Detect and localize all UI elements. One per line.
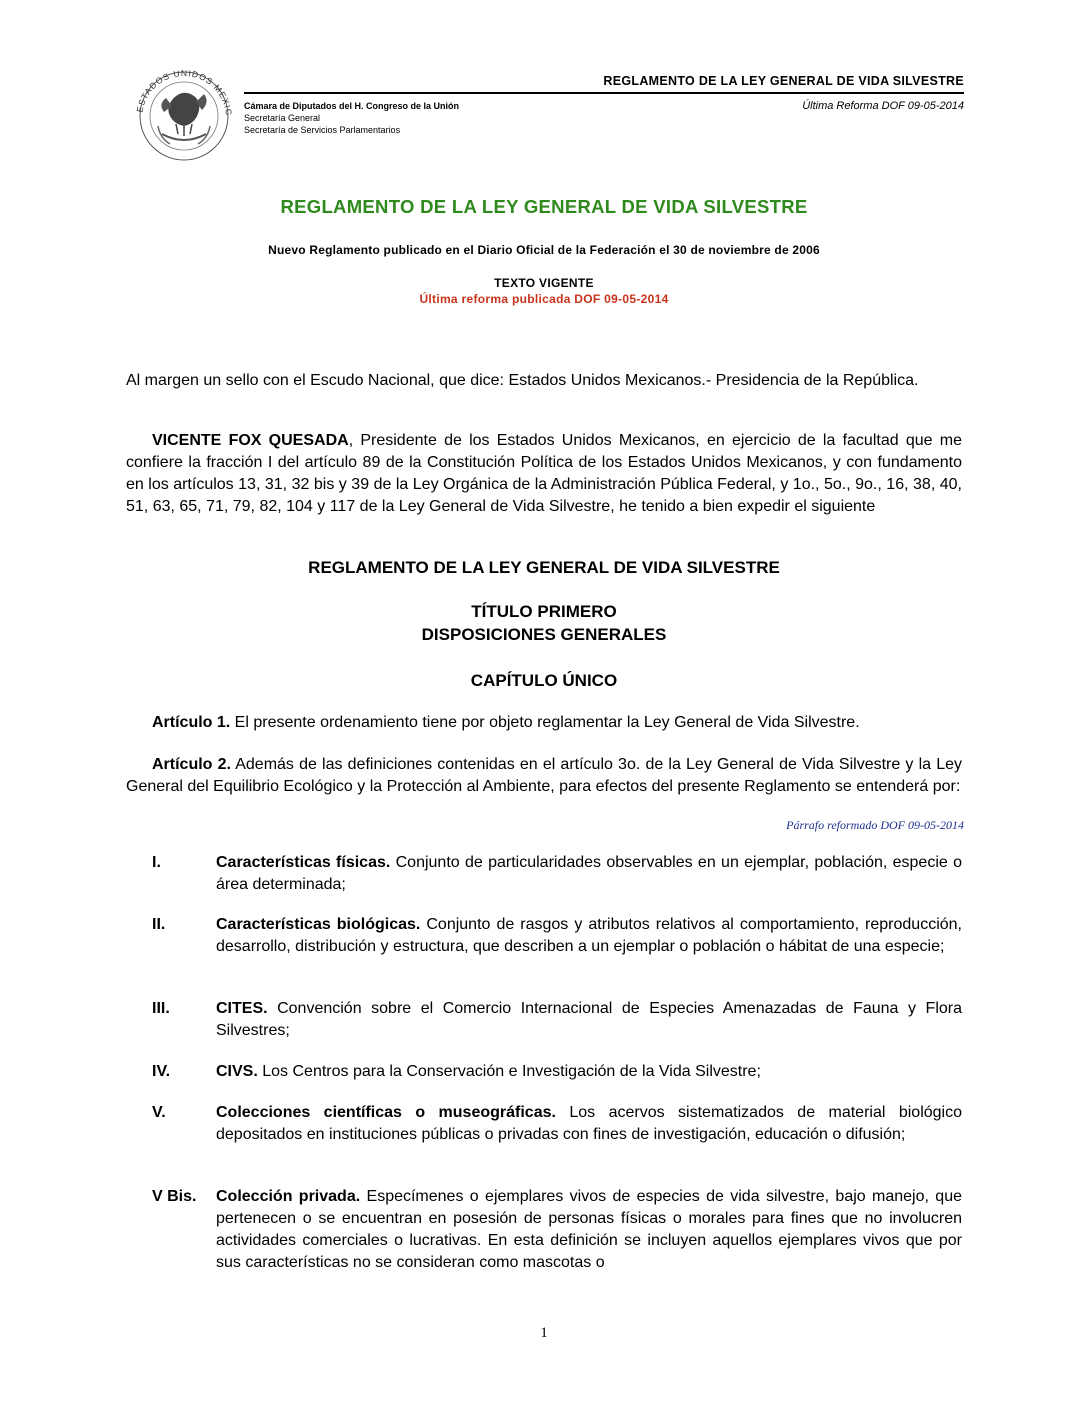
definition-number: III.	[152, 1000, 170, 1017]
definition-body: Los acervos sistematizados de material biológico depositados en instituciones públicas o privadas con fines de investigación, educación o difusión;	[216, 1104, 963, 1143]
chamber-name: Cámara de Diputados del H. Congreso de la Unión	[244, 101, 460, 111]
definition-text	[216, 852, 962, 896]
preamble-paragraph	[126, 430, 962, 518]
definition-term: Colección privada.	[216, 1188, 361, 1205]
definition-text	[216, 1102, 962, 1146]
definition-term: CIVS.	[216, 1063, 258, 1080]
definition-body: Los Centros para la Conservación e Investigación de la Vida Silvestre;	[257, 1063, 761, 1080]
article-2	[126, 754, 962, 798]
article-1-label: Artículo 1.	[152, 714, 231, 731]
article-2-text: Además de las definiciones contenidas en el artículo 3o. de la Ley General de Vida Silvestre y la Ley General del Equilibrio Ecológico y la Protección al Ambiente, para efectos del presente Reglamento se entenderá por:	[126, 756, 962, 795]
seal-paragraph: Al margen un sello con el Escudo Nacional, que dice: Estados Unidos Mexicanos.- Presidencia de la República.	[126, 372, 919, 389]
definition-number: V Bis.	[152, 1188, 197, 1205]
definition-number: V.	[152, 1104, 166, 1121]
president-name: VICENTE FOX QUESADA	[152, 432, 349, 449]
definition-number: I.	[152, 854, 161, 871]
document-title: REGLAMENTO DE LA LEY GENERAL DE VIDA SILVESTRE	[280, 196, 808, 217]
definition-number: II.	[152, 916, 166, 933]
regulation-heading: REGLAMENTO DE LA LEY GENERAL DE VIDA SILVESTRE	[308, 558, 780, 577]
article-1	[126, 712, 962, 734]
preamble-text: , Presidente de los Estados Unidos Mexicanos, en ejercicio de la facultad que me confiere la fracción I del artículo 89 de la Constitución Política de los Estados Unidos Mexicanos, y con fundamento en los artículos 13, 31, 32 bis y 39 de la Ley Orgánica de la Administración Pública Federal, y 1o., 5o., 9o., 16, 38, 40, 51, 63, 65, 71, 79, 82, 104 y 117 de la Ley General de Vida Silvestre, he tenido a bien expedir el siguiente	[126, 432, 962, 515]
header-rule	[244, 92, 964, 94]
page-number: 1	[540, 1325, 548, 1341]
definition-term: Características biológicas.	[216, 916, 421, 933]
definition-term: CITES.	[216, 1000, 268, 1017]
definition-number: IV.	[152, 1063, 171, 1080]
seal-text: ESTADOS UNIDOS MEXIC	[134, 67, 235, 117]
article-2-label: Artículo 2.	[152, 756, 231, 773]
article-2-note: Párrafo reformado DOF 09-05-2014	[786, 818, 964, 832]
article-1-text: El presente ordenamiento tiene por objeto reglamentar la Ley General de Vida Silvestre.	[230, 714, 860, 731]
title-subheading: DISPOSICIONES GENERALES	[421, 625, 667, 644]
definition-body: Conjunto de particularidades observables en un ejemplar, población, especie o área determinada;	[216, 854, 962, 893]
definition-body: Convención sobre el Comercio Internacional de Especies Amenazadas de Fauna y Flora Silvestres;	[216, 1000, 962, 1039]
header-institution	[244, 100, 459, 136]
definition-text	[216, 914, 962, 958]
definition-term: Colecciones científicas o museográficas.	[216, 1104, 556, 1121]
services-name: Secretaría de Servicios Parlamentarios	[244, 125, 401, 135]
definition-text	[216, 1061, 962, 1083]
definition-text	[216, 998, 962, 1042]
definition-term: Características físicas.	[216, 854, 391, 871]
national-seal-icon	[124, 60, 242, 166]
title-heading: TÍTULO PRIMERO	[471, 602, 617, 621]
secretariat-name: Secretaría General	[244, 113, 321, 123]
definition-text	[216, 1186, 962, 1274]
status-line: TEXTO VIGENTE	[494, 276, 594, 290]
publication-line: Nuevo Reglamento publicado en el Diario Oficial de la Federación el 30 de noviembre de 2006	[268, 243, 820, 257]
definition-body: Conjunto de rasgos y atributos relativos al comportamiento, reproducción, desarrollo, distribución y estructura, que describen a un ejemplar o población o hábitat de una especie;	[216, 916, 962, 955]
header-last-reform: Última Reforma DOF 09-05-2014	[802, 100, 964, 112]
last-reform-line: Última reforma publicada DOF 09-05-2014	[419, 292, 669, 306]
definition-body: Especímenes o ejemplares vivos de especies de vida silvestre, bajo manejo, que pertenecen o se encuentran en posesión de personas físicas o morales para fines que no involucren actividades comerciales o lucrativas. En esta definición se incluyen aquellos ejemplares vivos que por sus características no se consideran como mascotas o	[216, 1188, 962, 1271]
chapter-heading: CAPÍTULO ÚNICO	[470, 671, 618, 690]
running-title: REGLAMENTO DE LA LEY GENERAL DE VIDA SILVESTRE	[603, 74, 964, 88]
